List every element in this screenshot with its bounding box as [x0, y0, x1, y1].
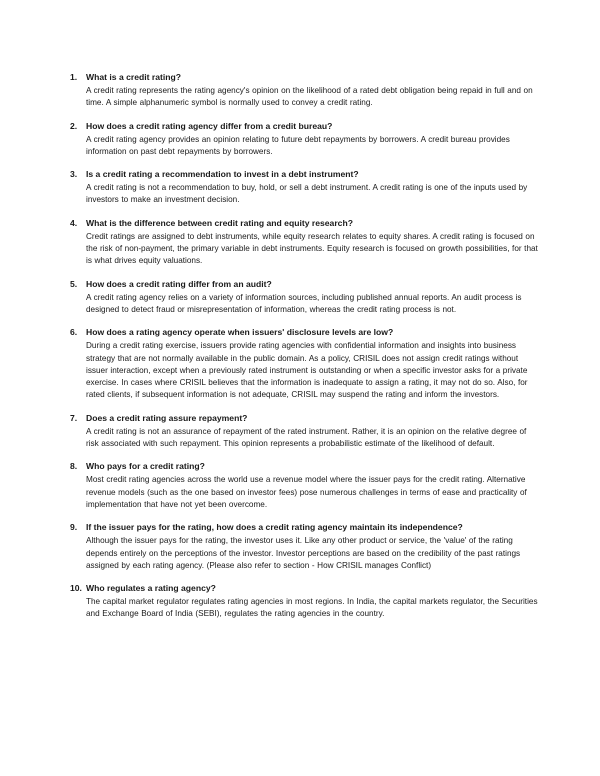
question-text: What is the difference between credit rating and equity research?	[86, 217, 353, 228]
answer-text: A credit rating agency provides an opinion relating to future debt repayments by borrowers. A credit bureau provides information on past debt repayments by borrowers.	[86, 134, 510, 156]
faq-item-4	[70, 217, 540, 268]
question-number: 10.	[70, 583, 82, 594]
faq-item-6	[70, 326, 540, 401]
faq-item-9	[70, 521, 540, 572]
question-number: 9.	[70, 522, 78, 533]
question-number: 2.	[70, 120, 78, 131]
question-number: 3.	[70, 169, 78, 180]
question-number: 7.	[70, 412, 78, 423]
faq-item-8	[70, 460, 540, 511]
question-row	[70, 217, 540, 229]
question-row	[70, 278, 540, 290]
answer-text: A credit rating agency relies on a variety of information sources, including published annual reports. An audit process is designed to detect fraud or misrepresentation of information, whereas the credit rating process is not.	[86, 292, 522, 314]
answer-text: The capital market regulator regulates rating agencies in most regions. In India, the capital markets regulator, the Securities and Exchange Board of India (SEBI), regulates the rating agencies in the country.	[86, 597, 538, 619]
answer-text: A credit rating is not a recommendation to buy, hold, or sell a debt instrument. A credit rating is one of the inputs used by investors to make an investment decision.	[86, 183, 528, 205]
question-text: What is a credit rating?	[86, 72, 182, 82]
question-row	[70, 71, 540, 83]
answer-text: A credit rating represents the rating agency's opinion on the likelihood of a rated debt obligation being repaid in full and on time. A simple alphanumeric symbol is normally used to convey a credit rating.	[86, 86, 533, 108]
question-row	[70, 326, 540, 338]
answer-text: During a credit rating exercise, issuers provide rating agencies with confidential information and insights into business strategy that are not normally available in the public domain. As a policy, CRISIL does not assign credit ratings without issuer interaction, except when a previously rated instrument is outstanding or when a specific investor asks for a private exercise. In cases where CRISIL believes that the information is inadequate to assign a rating, it may not do so. Also, for rated clients, if subsequent information is not adequate, CRISIL may suspend the rating and inform the investors.	[86, 341, 528, 400]
question-row	[70, 412, 540, 424]
question-number: 8.	[70, 461, 78, 472]
question-text: Is a credit rating a recommendation to invest in a debt instrument?	[86, 169, 359, 180]
question-row	[70, 582, 540, 594]
question-number: 1.	[70, 72, 78, 82]
answer-text: Although the issuer pays for the rating, the investor uses it. Like any other product or service, the 'value' of the rating depends entirely on the perceptions of the investor. Investor perceptions are based on the credibility of the past ratings assigned by each rating agency. (Please also refer to section - How CRISIL manages Conflict)	[86, 536, 521, 570]
question-text: Who pays for a credit rating?	[86, 461, 205, 472]
faq-item-2	[70, 120, 540, 159]
question-row	[70, 120, 540, 132]
question-number: 4.	[70, 217, 78, 228]
faq-item-1	[70, 71, 540, 110]
answer-text: Credit ratings are assigned to debt instruments, while equity research relates to equity shares. A credit rating is focused on the risk of non-payment, the primary variable in debt instruments. Equity research is focused on growth possibilities, for that is what drives equity valuations.	[86, 231, 538, 266]
question-text: Who regulates a rating agency?	[86, 583, 216, 594]
question-number: 5.	[70, 278, 78, 289]
faq-item-10	[70, 582, 540, 621]
question-text: Does a credit rating assure repayment?	[86, 412, 248, 423]
faq-list	[70, 71, 540, 621]
question-row	[70, 521, 540, 533]
faq-item-3	[70, 168, 540, 207]
faq-item-5	[70, 278, 540, 317]
question-number: 6.	[70, 327, 78, 338]
faq-item-7	[70, 412, 540, 451]
question-text: If the issuer pays for the rating, how does a credit rating agency maintain its independence?	[86, 522, 463, 533]
question-row	[70, 460, 540, 472]
question-row	[70, 168, 540, 180]
answer-text: Most credit rating agencies across the world use a revenue model where the issuer pays for the credit rating. Alternative revenue models (such as the one based on investor fees) pose numerous challenges in terms of ease and practicality of implementation that have not yet been overcome.	[86, 475, 527, 509]
question-text: How does a credit rating agency differ from a credit bureau?	[86, 120, 333, 131]
question-text: How does a rating agency operate when issuers' disclosure levels are low?	[86, 327, 394, 338]
question-text: How does a credit rating differ from an audit?	[86, 278, 272, 289]
answer-text: A credit rating is not an assurance of repayment of the rated instrument. Rather, it is an opinion on the relative degree of risk associated with such repayment. This opinion represents a probabilistic estimate of the likelihood of default.	[86, 426, 527, 449]
